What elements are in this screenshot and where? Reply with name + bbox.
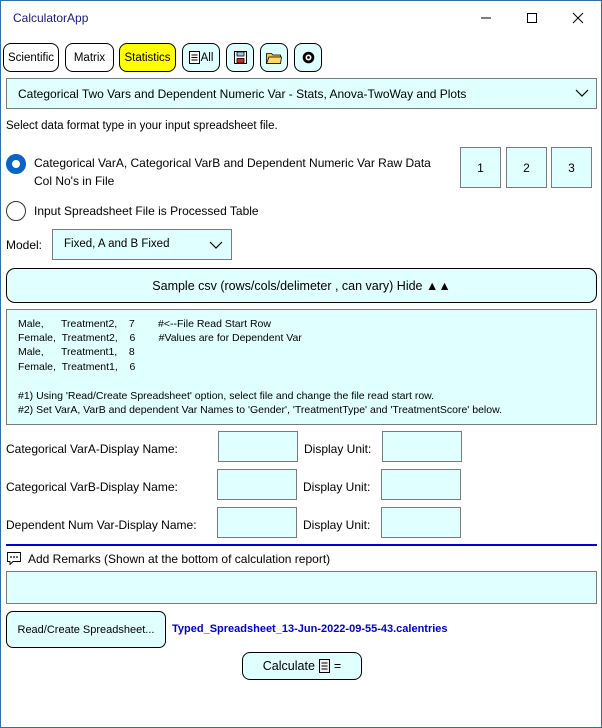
app-title: CalculatorApp xyxy=(13,11,89,25)
sample-csv-line: Male, Treatment2, 7 #<--File Read Start Row xyxy=(18,318,271,330)
sample-csv-note: #1) Using 'Read/Create Spreadsheet' option, select file and change the file read start row. xyxy=(18,390,435,402)
read-create-spreadsheet-button[interactable]: Read/Create Spreadsheet... xyxy=(6,611,166,648)
minimize-icon xyxy=(480,12,492,24)
model-dropdown[interactable] xyxy=(52,229,232,260)
var-b-unit-input[interactable] xyxy=(381,469,461,500)
remarks-input[interactable] xyxy=(6,571,597,604)
sample-csv-toggle-button[interactable]: Sample csv (rows/cols/delimeter , can vary) Hide ▲▲ xyxy=(6,268,597,303)
dep-var-unit-input[interactable] xyxy=(381,507,461,538)
var-a-unit-label: Display Unit: xyxy=(304,442,372,456)
var-b-name-label: Categorical VarB-Display Name: xyxy=(6,480,178,494)
var-a-col-input[interactable]: 1 xyxy=(460,147,501,188)
show-all-button[interactable] xyxy=(182,43,220,72)
section-divider xyxy=(6,544,597,546)
raw-data-option-label-line1: Categorical VarA, Categorical VarB and Dependent Numeric Var Raw Data xyxy=(34,156,431,170)
dep-var-unit-label: Display Unit: xyxy=(303,518,371,532)
var-a-name-input[interactable] xyxy=(218,431,298,462)
close-button[interactable] xyxy=(555,5,601,31)
scientific-tab[interactable]: Scientific xyxy=(3,43,59,72)
processed-table-option-label: Input Spreadsheet File is Processed Table xyxy=(34,204,259,218)
comment-icon xyxy=(7,552,21,565)
dep-var-name-label: Dependent Num Var-Display Name: xyxy=(6,518,197,532)
save-button[interactable] xyxy=(226,43,254,72)
report-icon xyxy=(319,659,330,673)
sample-csv-text-area xyxy=(6,309,597,425)
calculate-label: Calculate xyxy=(262,659,315,673)
var-b-col-input[interactable]: 2 xyxy=(506,147,547,188)
close-icon xyxy=(572,12,584,24)
analysis-type-selected: Categorical Two Vars and Dependent Numeric Var - Stats, Anova-TwoWay and Plots xyxy=(18,87,467,101)
maximize-button[interactable] xyxy=(509,5,555,31)
minimize-button[interactable] xyxy=(463,5,509,31)
maximize-icon xyxy=(526,12,538,24)
var-a-name-label: Categorical VarA-Display Name: xyxy=(6,442,178,456)
document-icon xyxy=(189,51,200,64)
var-a-unit-input[interactable] xyxy=(382,431,462,462)
save-icon xyxy=(234,51,247,64)
dep-var-name-input[interactable] xyxy=(217,507,297,538)
raw-data-radio[interactable] xyxy=(6,154,26,174)
chevron-down-icon xyxy=(575,89,589,98)
sample-csv-line: Male, Treatment1, 8 xyxy=(18,346,135,358)
matrix-tab[interactable]: Matrix xyxy=(65,43,114,72)
title-bar[interactable] xyxy=(1,1,601,35)
sample-csv-note: #2) Set VarA, VarB and dependent Var Names to 'Gender', 'TreatmentType' and 'TreatmentScore' below. xyxy=(18,404,503,416)
spreadsheet-file-name: Typed_Spreadsheet_13-Jun-2022-09-55-43.calentries xyxy=(172,623,448,635)
dep-var-col-input[interactable]: 3 xyxy=(551,147,592,188)
format-instruction: Select data format type in your input spreadsheet file. xyxy=(6,120,278,132)
remarks-label: Add Remarks (Shown at the bottom of calculation report) xyxy=(28,552,331,566)
processed-table-radio[interactable] xyxy=(6,201,26,221)
calculate-equals: = xyxy=(333,659,342,673)
model-label: Model: xyxy=(6,238,43,252)
raw-data-option-label-line2: Col No's in File xyxy=(34,174,115,188)
analysis-type-dropdown[interactable] xyxy=(6,78,597,109)
settings-button[interactable] xyxy=(294,43,322,72)
folder-icon xyxy=(266,51,282,64)
var-b-unit-label: Display Unit: xyxy=(303,480,371,494)
gear-icon xyxy=(302,51,315,64)
statistics-tab[interactable]: Statistics xyxy=(119,43,176,72)
calculate-button[interactable] xyxy=(242,652,362,680)
var-b-name-input[interactable] xyxy=(217,469,297,500)
sample-csv-line: Female, Treatment1, 6 xyxy=(18,361,136,373)
show-all-label: All xyxy=(200,51,214,64)
chevron-down-icon xyxy=(209,241,223,250)
sample-csv-line: Female, Treatment2, 6 #Values are for Dependent Var xyxy=(18,332,302,344)
open-folder-button[interactable] xyxy=(260,43,288,72)
model-selected: Fixed, A and B Fixed xyxy=(64,238,170,250)
